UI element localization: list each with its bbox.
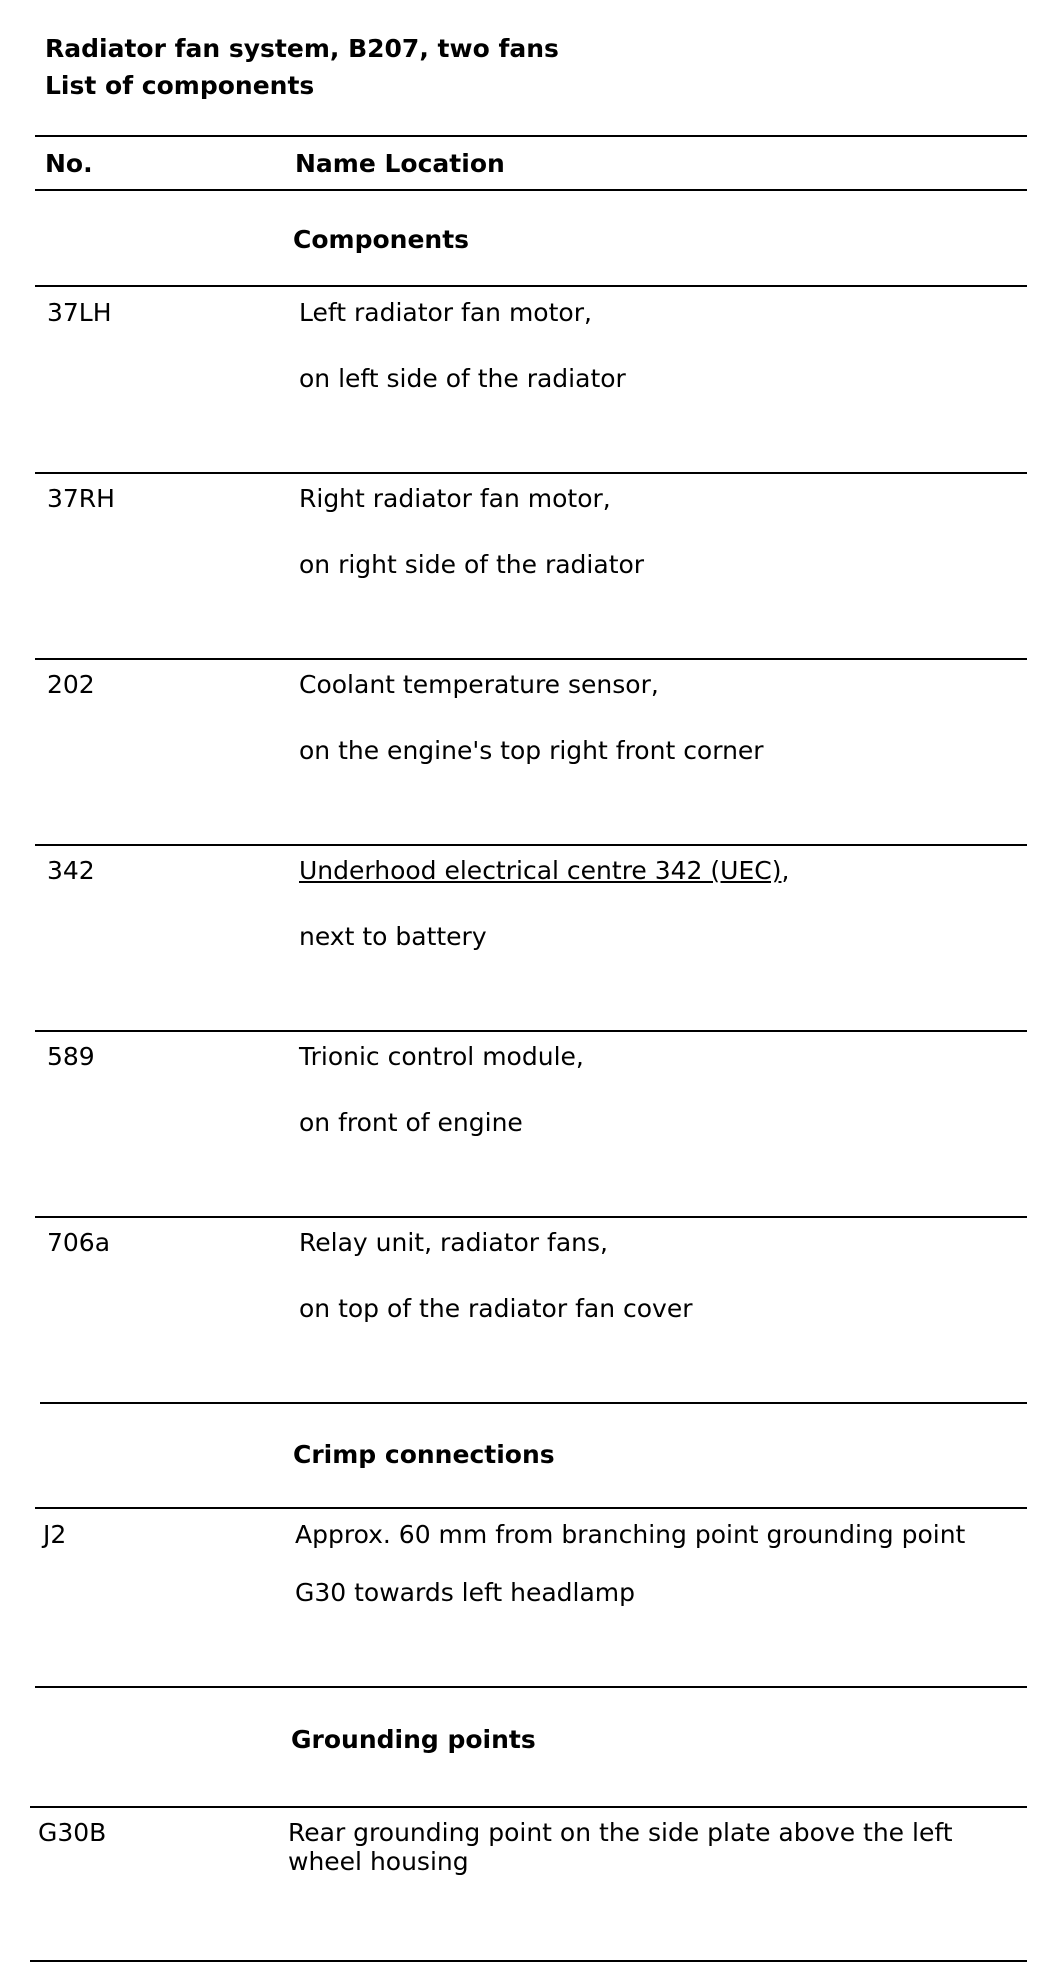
row-number: G30B <box>38 1818 107 1847</box>
name-suffix: , <box>781 856 790 885</box>
component-location: on the engine's top right front corner <box>299 736 764 765</box>
component-location: on front of engine <box>299 1108 523 1137</box>
component-location: G30 towards left headlamp <box>295 1578 636 1607</box>
row-divider <box>35 1507 1027 1509</box>
row-number: 37RH <box>47 484 115 513</box>
row-number: 342 <box>47 856 95 885</box>
row-number: 589 <box>47 1042 95 1071</box>
section-heading-components: Components <box>293 225 470 254</box>
table-bottom-rule <box>30 1960 1027 1962</box>
component-location: on top of the radiator fan cover <box>299 1294 693 1323</box>
row-divider <box>35 844 1027 846</box>
section-divider <box>40 1402 1027 1404</box>
row-number: 37LH <box>47 298 112 327</box>
section-heading-grounding-points: Grounding points <box>291 1725 536 1754</box>
title-line-1: Radiator fan system, B207, two fans <box>45 34 559 63</box>
row-divider <box>35 285 1027 287</box>
header-bottom-rule <box>35 189 1027 191</box>
row-number: J2 <box>43 1520 67 1549</box>
component-name: Right radiator fan motor, <box>299 484 611 513</box>
row-number: 706a <box>47 1228 111 1257</box>
section-heading-crimp-connections: Crimp connections <box>293 1440 555 1469</box>
row-divider <box>30 1806 1027 1808</box>
component-location: on right side of the radiator <box>299 550 645 579</box>
column-header-name-location: Name Location <box>295 149 505 178</box>
component-name: Left radiator fan motor, <box>299 298 592 327</box>
component-name: Coolant temperature sensor, <box>299 670 659 699</box>
component-name: Relay unit, radiator fans, <box>299 1228 608 1257</box>
row-divider <box>35 658 1027 660</box>
row-divider <box>35 1216 1027 1218</box>
column-header-no: No. <box>45 149 93 178</box>
section-divider <box>35 1686 1027 1688</box>
title-line-2: List of components <box>45 71 315 100</box>
row-number: 202 <box>47 670 95 699</box>
row-divider <box>35 1030 1027 1032</box>
component-name: Approx. 60 mm from branching point grounding point <box>295 1520 966 1549</box>
row-divider <box>35 472 1027 474</box>
component-name: Rear grounding point on the side plate above the left wheel housing <box>288 1818 953 1876</box>
uec-link[interactable]: Underhood electrical centre 342 (UEC) <box>299 856 782 885</box>
table-top-rule <box>35 135 1027 137</box>
component-name: Trionic control module, <box>299 1042 584 1071</box>
document-title <box>45 30 559 104</box>
component-name <box>299 856 789 886</box>
component-location: on left side of the radiator <box>299 364 626 393</box>
component-location: next to battery <box>299 922 487 951</box>
